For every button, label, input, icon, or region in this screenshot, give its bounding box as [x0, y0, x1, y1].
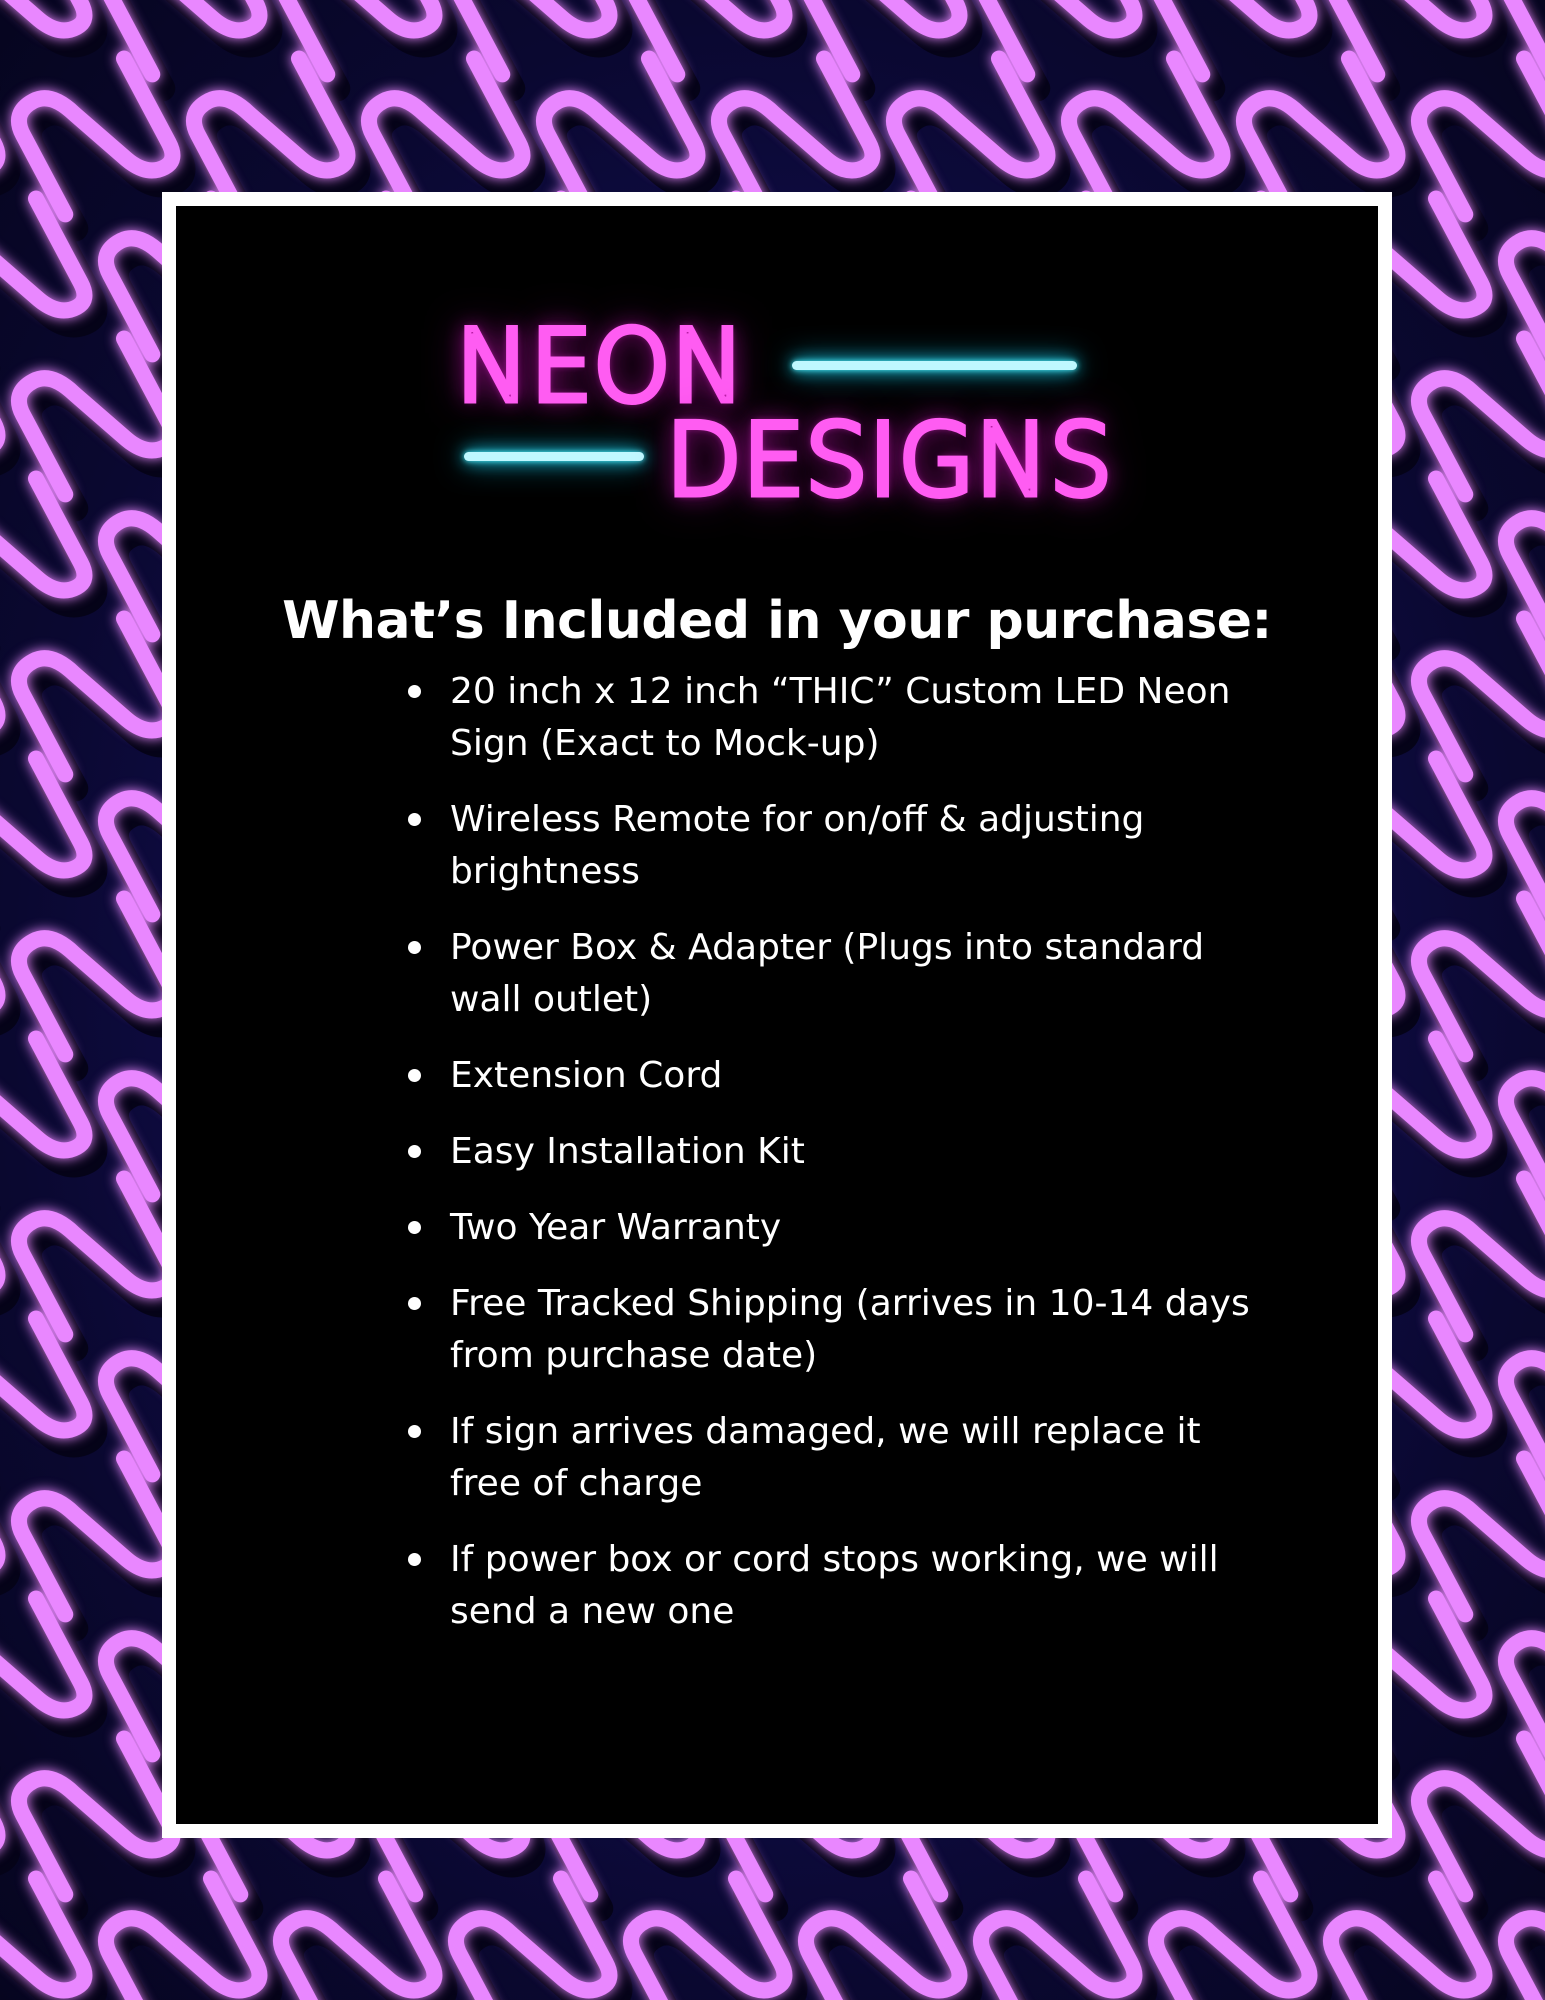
list-item-text: If sign arrives damaged, we will replace it free of charge [450, 1411, 1201, 1504]
logo-cyan-bar-top [792, 361, 1077, 370]
list-item [398, 666, 1268, 770]
list-item-text: Two Year Warranty [450, 1207, 782, 1248]
logo-word-designs: DESIGNS [666, 404, 1113, 518]
list-item [398, 1406, 1268, 1510]
white-frame [162, 192, 1392, 1838]
list-item [398, 1050, 1268, 1102]
list-item-text: Power Box & Adapter (Plugs into standard wall outlet) [450, 927, 1205, 1020]
bullet-icon [408, 1297, 421, 1310]
logo-word-neon: NEON [456, 310, 746, 424]
page-heading: What’s Included in your purchase: [282, 591, 1272, 651]
bullet-icon [408, 1425, 421, 1438]
bullet-icon [408, 685, 421, 698]
list-item-text: Easy Installation Kit [450, 1131, 805, 1172]
list-item [398, 1534, 1268, 1638]
list-item-text: Extension Cord [450, 1055, 723, 1096]
list-item-text: Wireless Remote for on/off & adjusting brightness [450, 799, 1145, 892]
logo-cyan-bar-bottom [464, 452, 644, 461]
neon-designs-logo [456, 306, 1116, 526]
list-item [398, 1126, 1268, 1178]
list-item-text: Free Tracked Shipping (arrives in 10-14 days from purchase date) [450, 1283, 1250, 1376]
bullet-icon [408, 941, 421, 954]
bullet-icon [408, 813, 421, 826]
bullet-icon [408, 1145, 421, 1158]
included-items-list [398, 666, 1268, 1662]
list-item [398, 1278, 1268, 1382]
bullet-icon [408, 1069, 421, 1082]
list-item-text: If power box or cord stops working, we will send a new one [450, 1539, 1219, 1632]
content-panel [176, 206, 1378, 1824]
list-item [398, 922, 1268, 1026]
list-item [398, 794, 1268, 898]
list-item [398, 1202, 1268, 1254]
list-item-text: 20 inch x 12 inch “THIC” Custom LED Neon Sign (Exact to Mock-up) [450, 671, 1231, 764]
bullet-icon [408, 1553, 421, 1566]
bullet-icon [408, 1221, 421, 1234]
